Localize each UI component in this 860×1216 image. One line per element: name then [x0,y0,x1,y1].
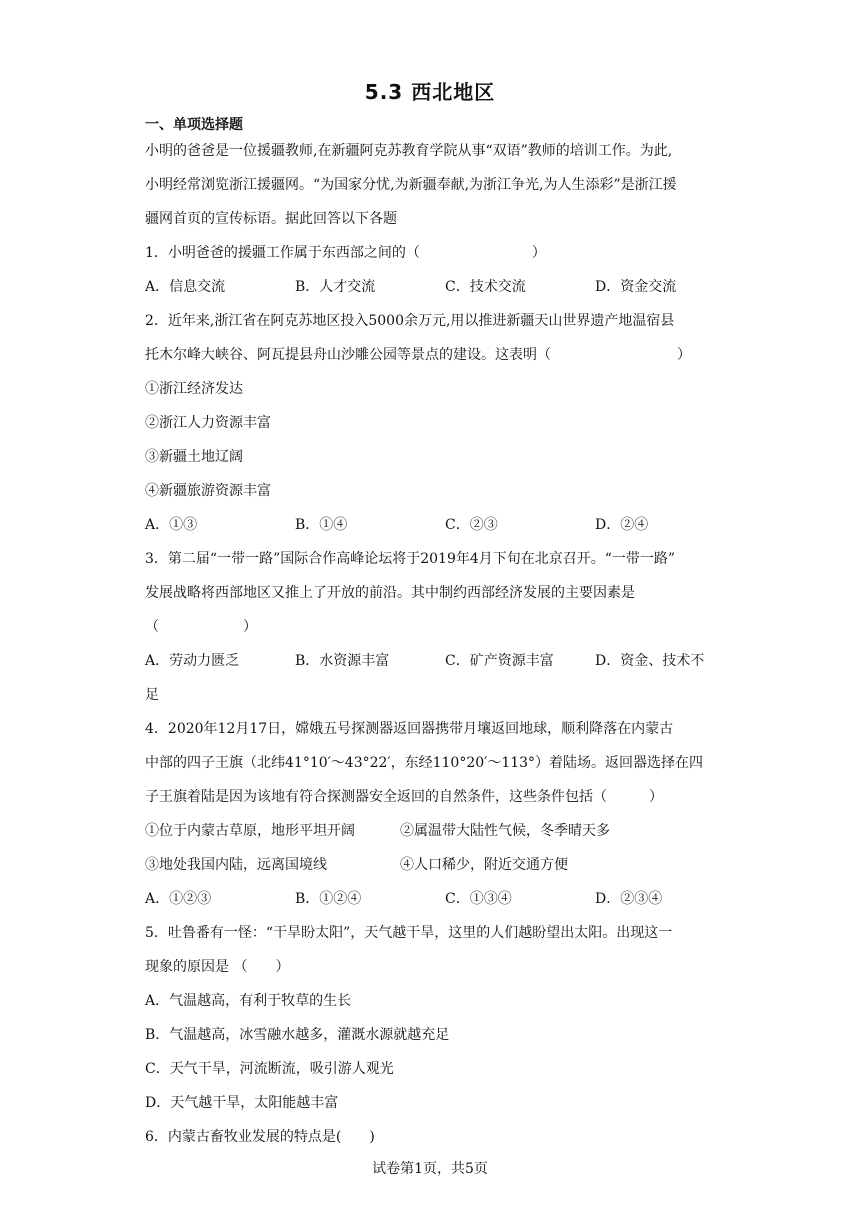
question-content [145,134,715,1154]
option-c[interactable]: C．天气干旱，河流断流，吸引游人观光 [145,1061,394,1077]
question-3-option-d-wrap: 足 [145,687,159,703]
question-4-item-2: ②属温带大陆性气候，冬季晴天多 [400,823,610,839]
question-4-item-4: ④人口稀少，附近交通方便 [400,857,568,873]
option-a[interactable]: A．气温越高，有利于牧草的生长 [145,993,352,1009]
question-1-stem: 1．小明爸爸的援疆工作属于东西部之间的（ ） [145,245,546,261]
question-4-options [145,882,715,916]
question-5-stem-line-1: 5．吐鲁番有一怪：“干旱盼太阳”，天气越干旱，这里的人们越盼望出太阳。出现这一 [145,925,673,941]
option-c[interactable]: C．技术交流 [445,279,526,295]
question-5-stem-line-2: 现象的原因是 （ ） [145,959,290,975]
question-4-items-row-2 [145,848,715,882]
intro-line-1: 小明的爸爸是一位援疆教师,在新疆阿克苏教育学院从事“双语”教师的培训工作。为此, [145,143,673,159]
question-4-item-1: ①位于内蒙古草原，地形平坦开阔 [145,823,355,839]
option-d[interactable]: D．资金、技术不 [595,653,705,669]
option-d[interactable]: D．天气越干旱，太阳能越丰富 [145,1095,339,1111]
question-2-item-2: ②浙江人力资源丰富 [145,415,271,431]
intro-line-2: 小明经常浏览浙江援疆网。“为国家分忧,为新疆奉献,为浙江争光,为人生添彩”是浙江援 [145,177,677,193]
question-1-options [145,270,715,304]
question-2-item-4: ④新疆旅游资源丰富 [145,483,271,499]
option-a[interactable]: A．①③ [145,517,198,533]
question-2-item-3: ③新疆土地辽阔 [145,449,243,465]
question-3-stem-line-2: 发展战略将西部地区又推上了开放的前沿。其中制约西部经济发展的主要因素是 [145,585,635,601]
option-b[interactable]: B．①④ [295,517,348,533]
option-b[interactable]: B．人才交流 [295,279,376,295]
option-a[interactable]: A．信息交流 [145,279,226,295]
option-c[interactable]: C．②③ [445,517,498,533]
question-2-stem-line-2: 托木尔峰大峡谷、阿瓦提县舟山沙雕公园等景点的建设。这表明（ ） [145,347,691,363]
question-4-item-3: ③地处我国内陆，远离国境线 [145,857,327,873]
question-4-items-row-1 [145,814,715,848]
option-c[interactable]: C．矿产资源丰富 [445,653,554,669]
question-2-stem-line-1: 2．近年来,浙江省在阿克苏地区投入5000余万元,用以推进新疆天山世界遗产地温宿县 [145,313,675,329]
question-3-stem-line-1: 3．第二届“一带一路”国际合作高峰论坛将于2019年4月下旬在北京召开。“一带一路” [145,551,676,567]
question-6-stem: 6．内蒙古畜牧业发展的特点是( ) [145,1129,375,1145]
question-2-item-1: ①浙江经济发达 [145,381,243,397]
page-footer: 试卷第1页，共5页 [372,1161,488,1177]
question-4-stem-line-3: 子王旗着陆是因为该地有符合探测器安全返回的自然条件，这些条件包括（ ） [145,789,663,805]
section-heading: 一、单项选择题 [145,117,243,133]
question-4-stem-line-1: 4．2020年12月17日，嫦娥五号探测器返回器携带月壤返回地球，顺利降落在内蒙古 [145,721,674,737]
intro-line-3: 疆网首页的宣传标语。据此回答以下各题 [145,211,397,227]
option-c[interactable]: C．①③④ [445,891,512,907]
option-b[interactable]: B．①②④ [295,891,362,907]
question-2-options [145,508,715,542]
option-d[interactable]: D．②③④ [595,891,663,907]
option-a[interactable]: A．①②③ [145,891,212,907]
question-3-options [145,644,715,678]
option-b[interactable]: B．气温越高，冰雪融水越多，灌溉水源就越充足 [145,1027,450,1043]
page-title: 5.3 西北地区 [364,80,496,104]
option-a[interactable]: A．劳动力匮乏 [145,653,240,669]
option-b[interactable]: B．水资源丰富 [295,653,390,669]
question-4-stem-line-2: 中部的四子王旗（北纬41°10′～43°22′，东经110°20′～113°）着陆场。返回器选择在四 [145,755,704,771]
question-3-stem-line-3: （ ） [145,619,257,635]
option-d[interactable]: D．②④ [595,517,649,533]
option-d[interactable]: D．资金交流 [595,279,677,295]
